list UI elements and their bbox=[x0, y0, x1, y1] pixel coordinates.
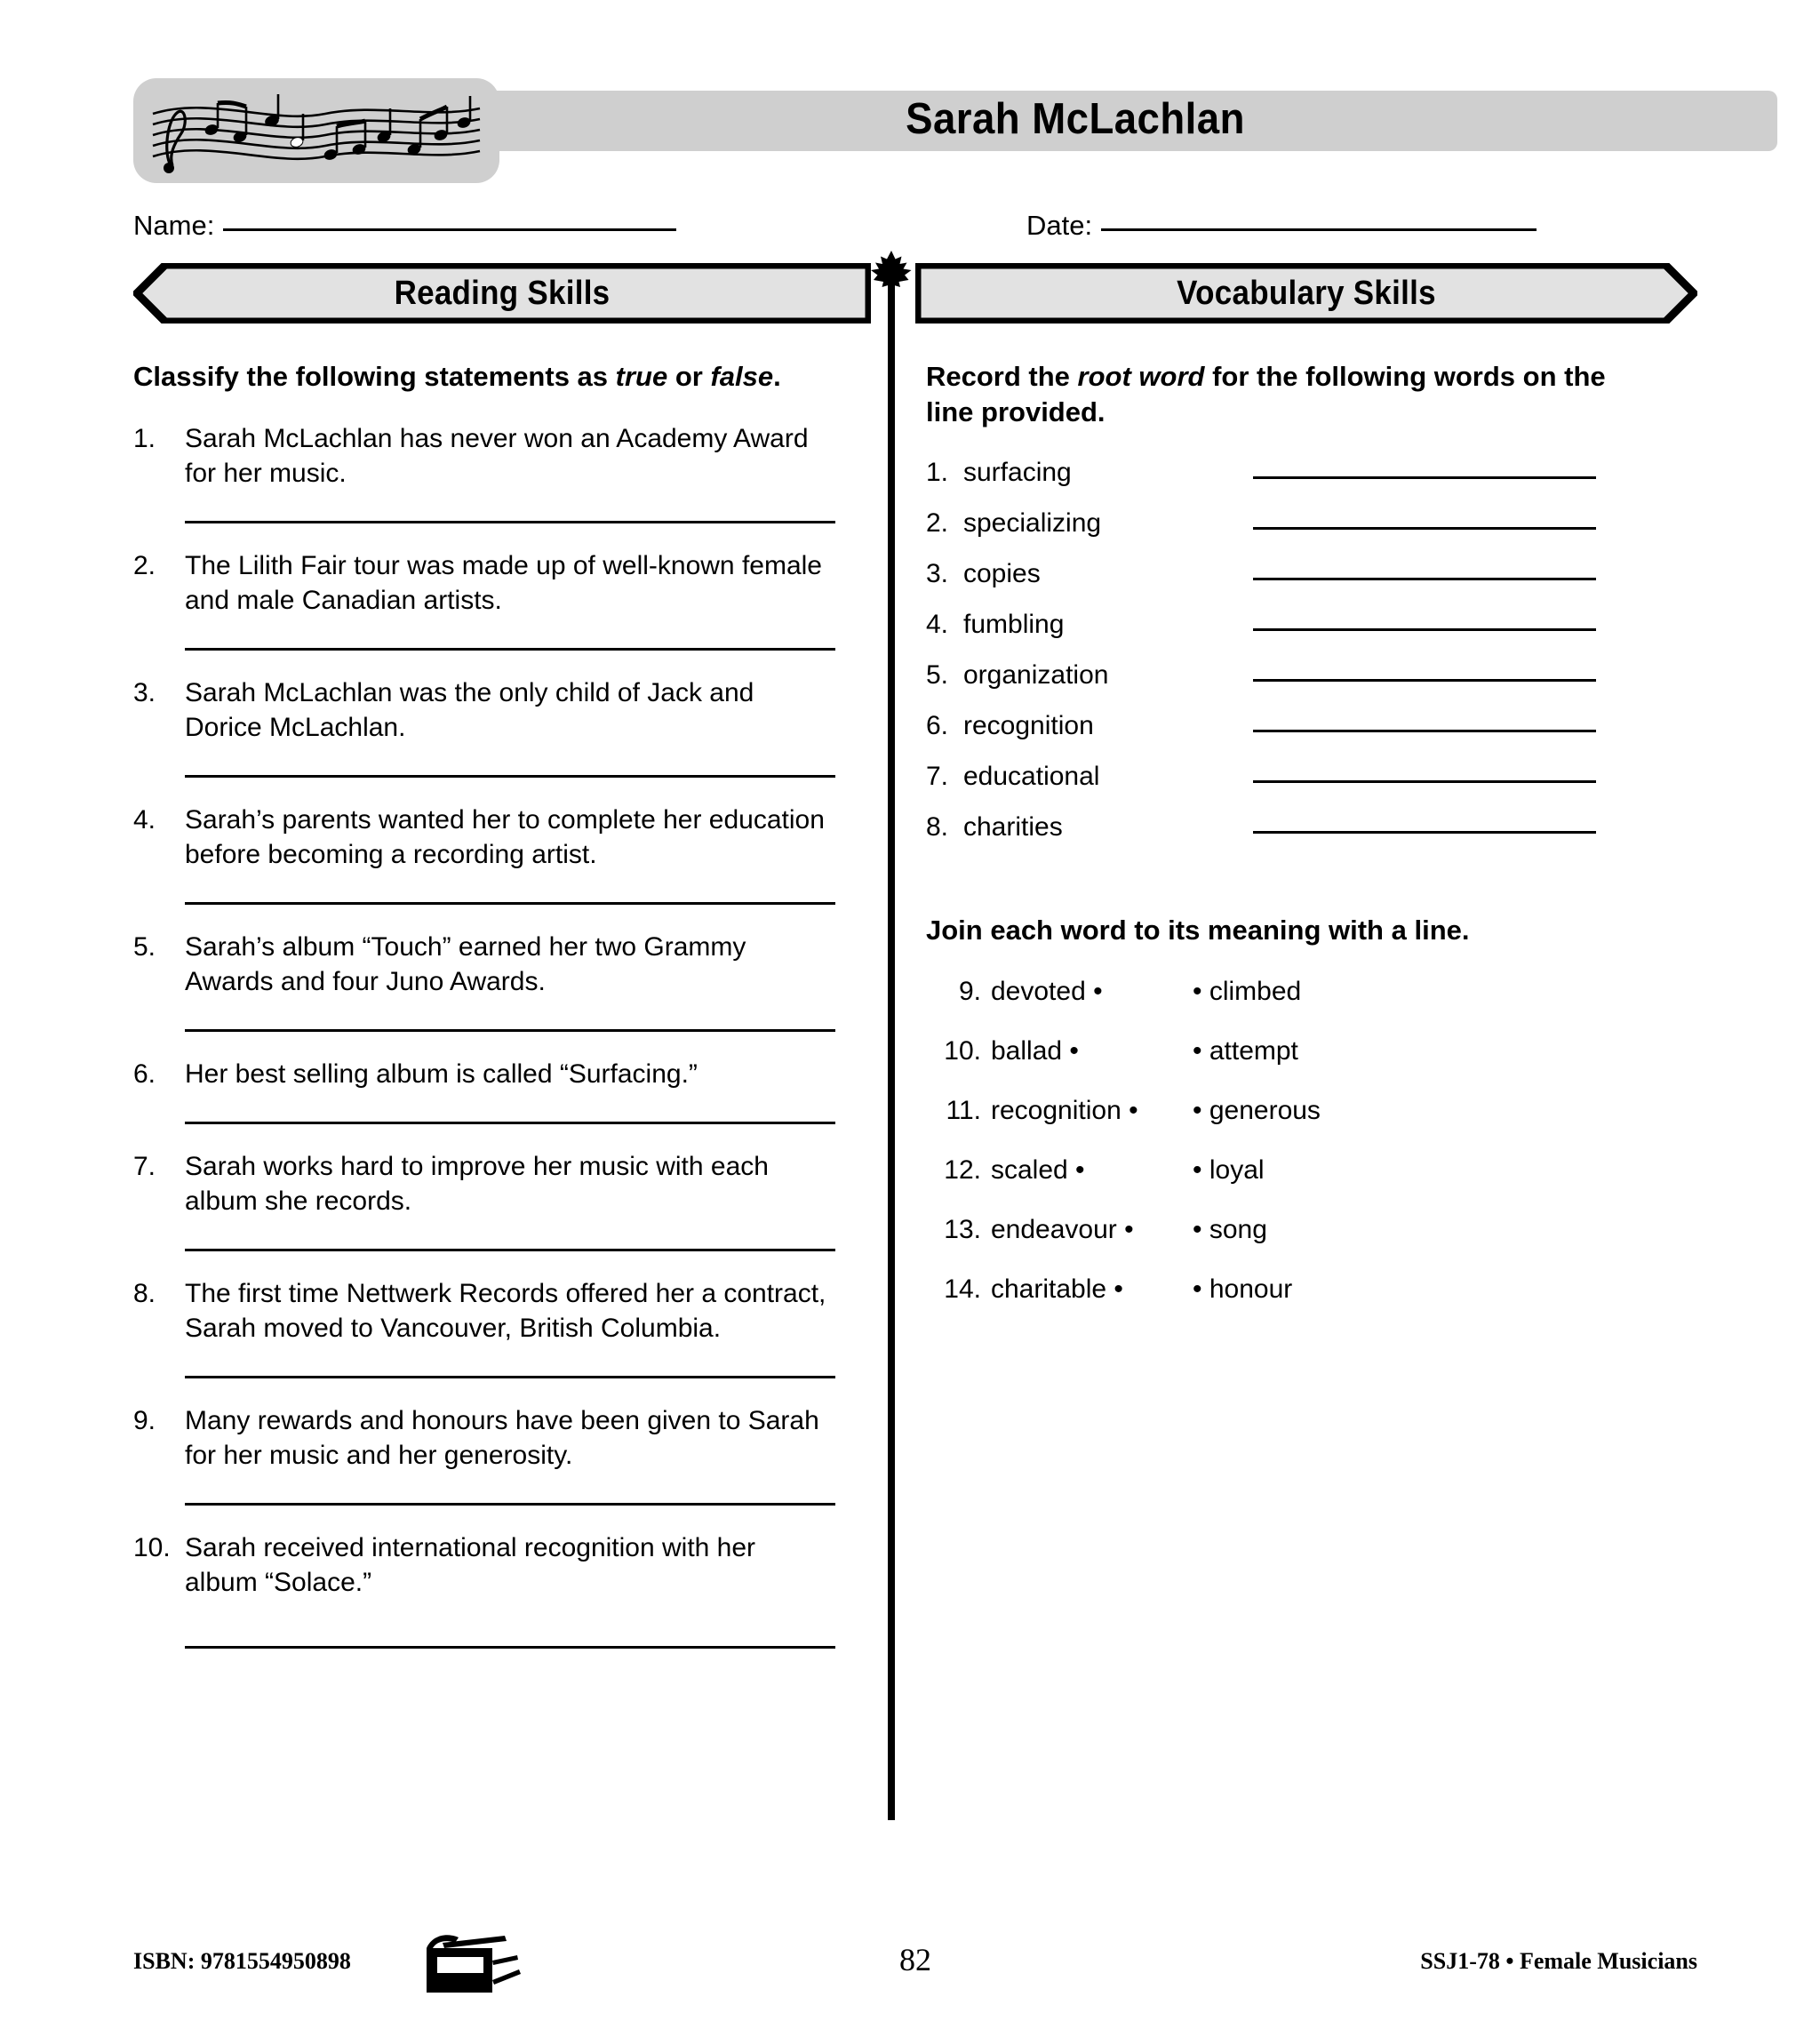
item-number: 8. bbox=[133, 1279, 156, 1309]
reading-skills-section bbox=[133, 359, 835, 1674]
matching-meaning[interactable]: • song bbox=[1193, 1214, 1267, 1244]
root-word-answer-line[interactable] bbox=[1253, 831, 1596, 834]
matching-list bbox=[926, 977, 1646, 1334]
page-title: Sarah McLachlan bbox=[906, 95, 1245, 143]
matching-word[interactable]: devoted • bbox=[991, 976, 1103, 1006]
item-statement: Her best selling album is called “Surfacing.” bbox=[185, 1059, 698, 1090]
item-statement: Sarah’s album “Touch” earned her two Grammy Awards and four Juno Awards. bbox=[185, 932, 746, 997]
root-word-row bbox=[926, 812, 1646, 863]
true-false-text bbox=[133, 803, 835, 872]
item-number: 13. bbox=[944, 1214, 981, 1244]
answer-line[interactable] bbox=[185, 1646, 835, 1649]
root-word-prompt: surfacing bbox=[963, 457, 1072, 487]
item-number: 3. bbox=[926, 558, 949, 588]
root-word-instruction: Record the root word for the following words on the line provided. bbox=[926, 361, 1606, 428]
date-input-line[interactable] bbox=[1101, 228, 1537, 231]
item-number: 5. bbox=[926, 659, 949, 690]
item-number: 10. bbox=[944, 1035, 981, 1066]
answer-line[interactable] bbox=[185, 1029, 835, 1032]
true-false-text bbox=[133, 548, 835, 618]
root-word-answer-line[interactable] bbox=[1253, 628, 1596, 631]
item-number: 2. bbox=[133, 551, 156, 581]
true-false-item bbox=[133, 675, 835, 778]
item-statement: The first time Nettwerk Records offered her a contract, Sarah moved to Vancouver, British Columbia. bbox=[185, 1279, 826, 1344]
root-word-prompt: specializing bbox=[963, 507, 1102, 538]
matching-row bbox=[926, 1215, 1646, 1274]
item-number: 4. bbox=[926, 609, 949, 639]
root-word-row bbox=[926, 559, 1646, 610]
matching-meaning[interactable]: • attempt bbox=[1193, 1035, 1298, 1066]
root-word-answer-line[interactable] bbox=[1253, 578, 1596, 580]
item-number: 6. bbox=[133, 1059, 156, 1090]
banner-vocabulary-skills bbox=[915, 263, 1697, 324]
answer-line[interactable] bbox=[185, 1249, 835, 1251]
root-word-list bbox=[926, 458, 1646, 863]
item-number: 1. bbox=[926, 457, 949, 487]
root-word-row bbox=[926, 508, 1646, 559]
matching-word[interactable]: recognition • bbox=[991, 1095, 1138, 1125]
isbn-text: ISBN: 9781554950898 bbox=[133, 1948, 351, 1974]
root-word-prompt: educational bbox=[963, 761, 1100, 791]
name-date-row bbox=[133, 210, 1688, 249]
item-number: 7. bbox=[133, 1152, 156, 1182]
banner-reading-skills bbox=[133, 263, 871, 324]
matching-instruction: Join each word to its meaning with a line. bbox=[926, 914, 1470, 946]
root-word-answer-line[interactable] bbox=[1253, 730, 1596, 732]
matching-meaning[interactable]: • climbed bbox=[1193, 976, 1302, 1006]
item-number: 9. bbox=[133, 1406, 156, 1436]
name-label: Name: bbox=[133, 210, 215, 241]
root-word-row bbox=[926, 458, 1646, 508]
root-word-row bbox=[926, 762, 1646, 812]
item-number: 2. bbox=[926, 507, 949, 538]
banner-reading-label: Reading Skills bbox=[394, 274, 611, 312]
root-word-prompt: copies bbox=[963, 558, 1041, 588]
item-number: 9. bbox=[958, 976, 981, 1006]
product-code: SSJ1-78 • Female Musicians bbox=[1420, 1948, 1697, 1974]
root-word-answer-line[interactable] bbox=[1253, 780, 1596, 783]
matching-row bbox=[926, 1155, 1646, 1215]
true-false-item bbox=[133, 803, 835, 905]
vocabulary-skills-section bbox=[926, 359, 1646, 1334]
matching-row bbox=[926, 1096, 1646, 1155]
date-label: Date: bbox=[1026, 210, 1093, 241]
true-false-item bbox=[133, 1276, 835, 1378]
name-input-line[interactable] bbox=[223, 228, 676, 231]
true-false-text bbox=[133, 421, 835, 491]
root-word-answer-line[interactable] bbox=[1253, 679, 1596, 682]
item-number: 10. bbox=[133, 1533, 171, 1563]
true-false-text bbox=[133, 1403, 835, 1473]
matching-row bbox=[926, 1274, 1646, 1334]
matching-word[interactable]: charitable • bbox=[991, 1274, 1123, 1304]
item-statement: Many rewards and honours have been given to Sarah for her music and her generosity. bbox=[185, 1406, 819, 1471]
column-divider bbox=[888, 263, 895, 1820]
matching-word[interactable]: ballad • bbox=[991, 1035, 1079, 1066]
answer-line[interactable] bbox=[185, 1503, 835, 1506]
item-statement: Sarah received international recognition with her album “Solace.” bbox=[185, 1533, 756, 1598]
item-number: 14. bbox=[944, 1274, 981, 1304]
reading-instruction: Classify the following statements as true or false. bbox=[133, 361, 781, 392]
root-word-prompt: charities bbox=[963, 811, 1063, 842]
item-number: 4. bbox=[133, 805, 156, 835]
answer-line[interactable] bbox=[185, 521, 835, 523]
root-word-prompt: recognition bbox=[963, 710, 1094, 740]
matching-word[interactable]: endeavour • bbox=[991, 1214, 1134, 1244]
matching-meaning[interactable]: • honour bbox=[1193, 1274, 1293, 1304]
true-false-item bbox=[133, 1057, 835, 1124]
item-number: 6. bbox=[926, 710, 949, 740]
true-false-text bbox=[133, 1530, 835, 1600]
item-number: 3. bbox=[133, 678, 156, 708]
answer-line[interactable] bbox=[185, 1122, 835, 1124]
matching-row bbox=[926, 977, 1646, 1036]
root-word-row bbox=[926, 610, 1646, 660]
item-number: 8. bbox=[926, 811, 949, 842]
true-false-text bbox=[133, 1149, 835, 1218]
true-false-item bbox=[133, 1530, 835, 1649]
skill-banners bbox=[133, 263, 1697, 324]
true-false-text bbox=[133, 930, 835, 999]
page-number: 82 bbox=[899, 1942, 931, 1977]
item-number: 11. bbox=[946, 1095, 981, 1125]
page-header bbox=[133, 78, 1688, 160]
item-number: 7. bbox=[926, 761, 949, 791]
matching-row bbox=[926, 1036, 1646, 1096]
answer-line[interactable] bbox=[185, 1376, 835, 1378]
answer-line[interactable] bbox=[185, 775, 835, 778]
true-false-item bbox=[133, 1403, 835, 1506]
true-false-text bbox=[133, 675, 835, 745]
root-word-row bbox=[926, 660, 1646, 711]
true-false-list bbox=[133, 421, 835, 1649]
item-statement: Sarah works hard to improve her music with each album she records. bbox=[185, 1152, 769, 1217]
true-false-item bbox=[133, 1149, 835, 1251]
item-statement: The Lilith Fair tour was made up of well-known female and male Canadian artists. bbox=[185, 551, 822, 616]
root-word-prompt: organization bbox=[963, 659, 1109, 690]
root-word-answer-line[interactable] bbox=[1253, 527, 1596, 530]
item-statement: Sarah’s parents wanted her to complete her education before becoming a recording artist. bbox=[185, 805, 825, 870]
root-word-answer-line[interactable] bbox=[1253, 476, 1596, 479]
matching-meaning[interactable]: • generous bbox=[1193, 1095, 1321, 1125]
banner-vocabulary-label: Vocabulary Skills bbox=[1177, 274, 1436, 312]
answer-line[interactable] bbox=[185, 648, 835, 651]
item-number: 1. bbox=[133, 424, 156, 454]
true-false-text bbox=[133, 1276, 835, 1346]
answer-line[interactable] bbox=[185, 902, 835, 905]
page-footer bbox=[133, 1936, 1697, 1989]
item-number: 5. bbox=[133, 932, 156, 963]
matching-meaning[interactable]: • loyal bbox=[1193, 1154, 1265, 1185]
item-statement: Sarah McLachlan was the only child of Jack and Dorice McLachlan. bbox=[185, 678, 754, 743]
root-word-prompt: fumbling bbox=[963, 609, 1065, 639]
root-word-row bbox=[926, 711, 1646, 762]
matching-word[interactable]: scaled • bbox=[991, 1154, 1085, 1185]
true-false-item bbox=[133, 548, 835, 651]
true-false-text bbox=[133, 1057, 835, 1091]
true-false-item bbox=[133, 930, 835, 1032]
item-number: 12. bbox=[944, 1154, 981, 1185]
true-false-item bbox=[133, 421, 835, 523]
item-statement: Sarah McLachlan has never won an Academy Award for her music. bbox=[185, 424, 809, 489]
